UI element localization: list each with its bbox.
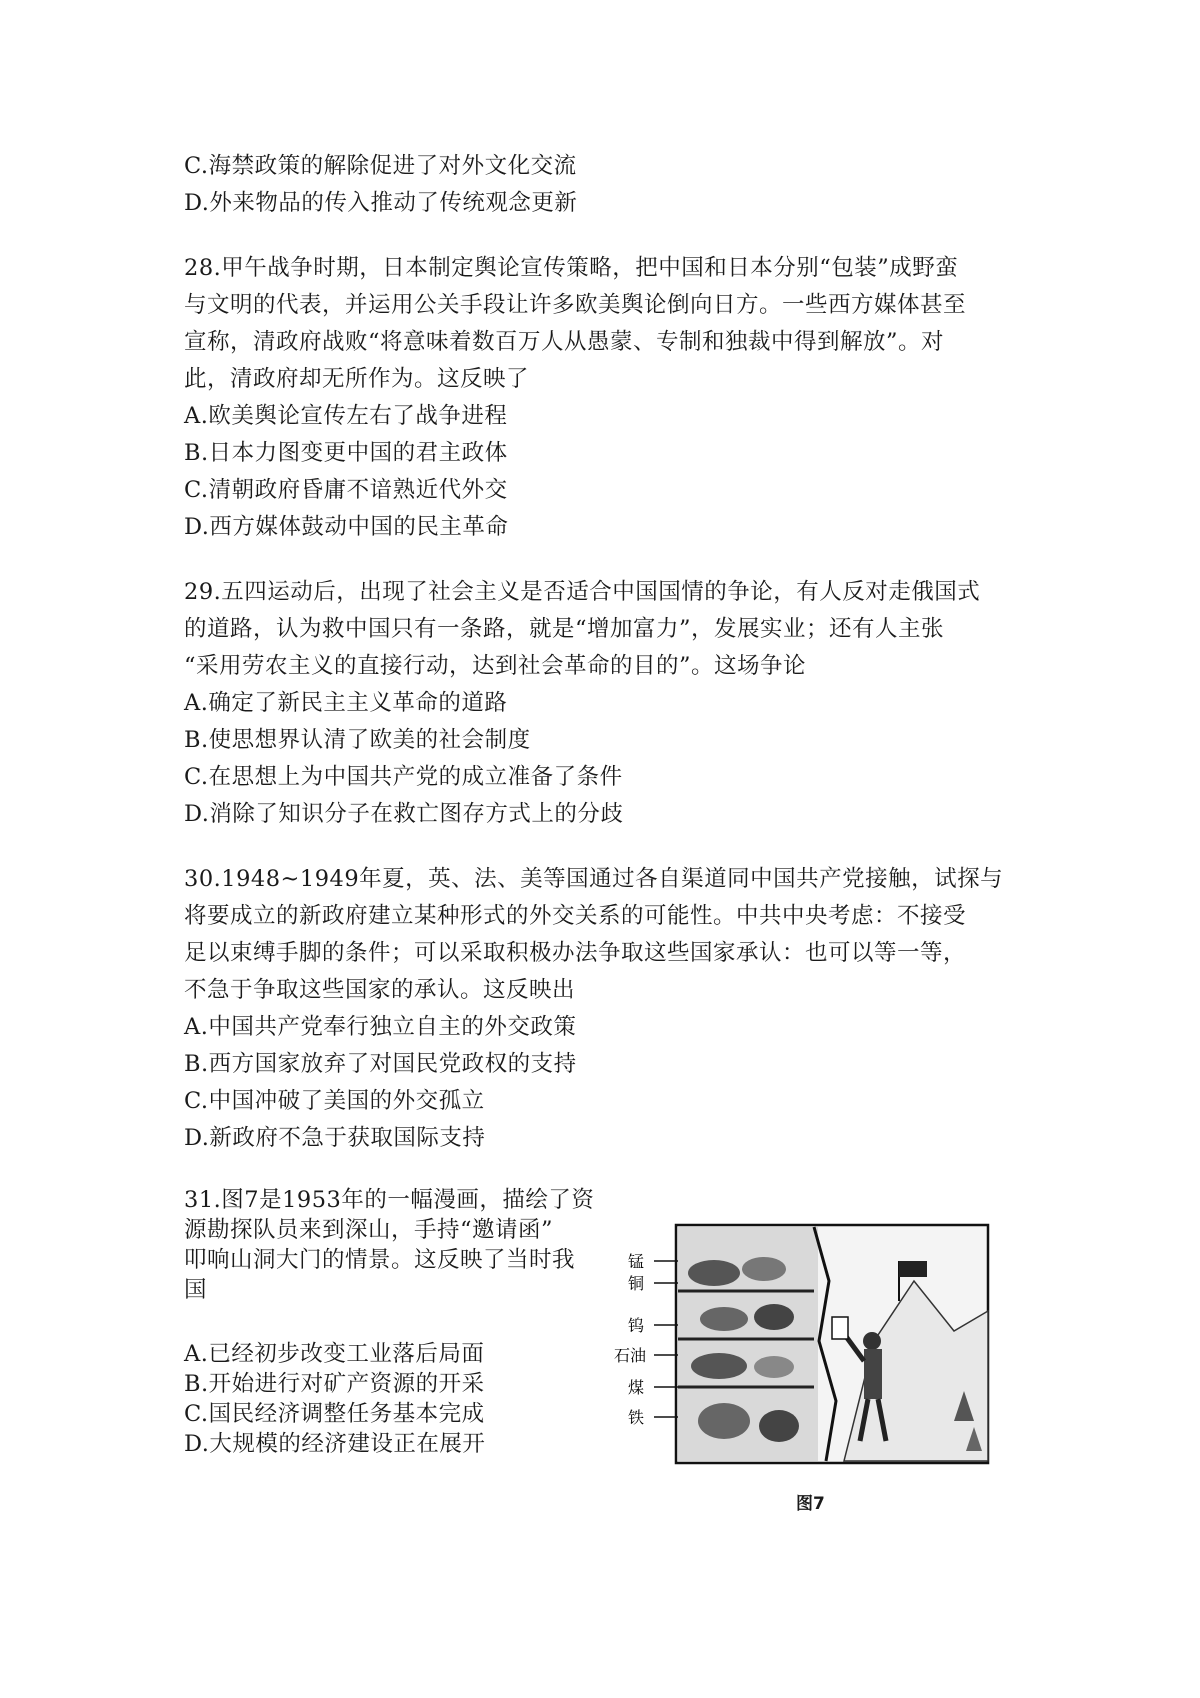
- cartoon-illustration: [614, 1221, 994, 1491]
- option-d: D.大规模的经济建设正在展开: [184, 1431, 486, 1457]
- question-stem-line: 与文明的代表，并运用公关手段让许多欧美舆论倒向日方。一些西方媒体甚至: [184, 292, 967, 318]
- option-d: D.消除了知识分子在救亡图存方式上的分歧: [184, 801, 624, 827]
- option-a: A.中国共产党奉行独立自主的外交政策: [184, 1014, 577, 1040]
- figure-label: 锰: [628, 1252, 645, 1271]
- question-stem-line: 此，清政府却无所作为。这反映了: [184, 366, 530, 392]
- figure-label: 铜: [628, 1274, 645, 1293]
- option-a: A.欧美舆论宣传左右了战争进程: [184, 403, 508, 429]
- figure-label: 钨: [628, 1316, 645, 1335]
- question-stem-line: 叩响山洞大门的情景。这反映了当时我: [184, 1247, 576, 1273]
- option-a: A.已经初步改变工业落后局面: [184, 1341, 485, 1367]
- option-b: B.西方国家放弃了对国民党政权的支持: [184, 1051, 577, 1077]
- option-b: B.使思想界认清了欧美的社会制度: [184, 727, 531, 753]
- exam-page: [184, 148, 1044, 1514]
- question-stem-line: 源勘探队员来到深山，手持“邀请函”: [184, 1217, 554, 1243]
- option-d: D.外来物品的传入推动了传统观念更新: [184, 190, 578, 216]
- question-stem-line: 29.五四运动后，出现了社会主义是否适合中国国情的争论，有人反对走俄国式: [184, 579, 981, 605]
- question-29: [184, 574, 1044, 833]
- question-stem-line: 不急于争取这些国家的承认。这反映出: [184, 977, 576, 1003]
- option-c: C.清朝政府昏庸不谙熟近代外交: [184, 477, 508, 503]
- figure-label: 铁: [628, 1408, 645, 1427]
- figure-caption: 图7: [796, 1494, 825, 1514]
- question-stem-line: 31.图7是1953年的一幅漫画，描绘了资: [184, 1187, 595, 1213]
- question-31: [184, 1185, 1044, 1514]
- option-a: A.确定了新民主主义革命的道路: [184, 690, 508, 716]
- question-stem-line: 足以束缚手脚的条件；可以采取积极办法争取这些国家承认：也可以等一等，: [184, 940, 967, 966]
- question-stem-line: 国: [184, 1277, 208, 1303]
- option-b: B.日本力图变更中国的君主政体: [184, 440, 508, 466]
- question-30: [184, 861, 1044, 1157]
- figure-label: 煤: [628, 1378, 645, 1397]
- question-stem-line: 宣称，清政府战败“将意味着数百万人从愚蒙、专制和独裁中得到解放”。对: [184, 329, 945, 355]
- option-c: C.国民经济调整任务基本完成: [184, 1401, 485, 1427]
- option-b: B.开始进行对矿产资源的开采: [184, 1371, 485, 1397]
- question-31-text: [184, 1185, 604, 1459]
- question-31-options: [184, 1339, 604, 1459]
- cartoon-figure-7: [614, 1221, 994, 1521]
- option-c: C.在思想上为中国共产党的成立准备了条件: [184, 764, 623, 790]
- question-27-tail: [184, 148, 1044, 222]
- question-stem-line: 30.1948~1949年夏，英、法、美等国通过各自渠道同中国共产党接触，试探与: [184, 866, 1004, 892]
- figure-label: 石油: [614, 1346, 647, 1365]
- question-stem-line: 28.甲午战争时期，日本制定舆论宣传策略，把中国和日本分别“包装”成野蛮: [184, 255, 959, 281]
- option-d: D.西方媒体鼓动中国的民主革命: [184, 514, 509, 540]
- question-stem-line: “采用劳农主义的直接行动，达到社会革命的目的”。这场争论: [184, 653, 807, 679]
- option-c: C.中国冲破了美国的外交孤立: [184, 1088, 485, 1114]
- option-d: D.新政府不急于获取国际支持: [184, 1125, 486, 1151]
- option-c: C.海禁政策的解除促进了对外文化交流: [184, 153, 577, 179]
- question-stem-line: 将要成立的新政府建立某种形式的外交关系的可能性。中共中央考虑：不接受: [184, 903, 967, 929]
- question-stem-line: 的道路，认为救中国只有一条路，就是“增加富力”，发展实业；还有人主张: [184, 616, 945, 642]
- question-28: [184, 250, 1044, 546]
